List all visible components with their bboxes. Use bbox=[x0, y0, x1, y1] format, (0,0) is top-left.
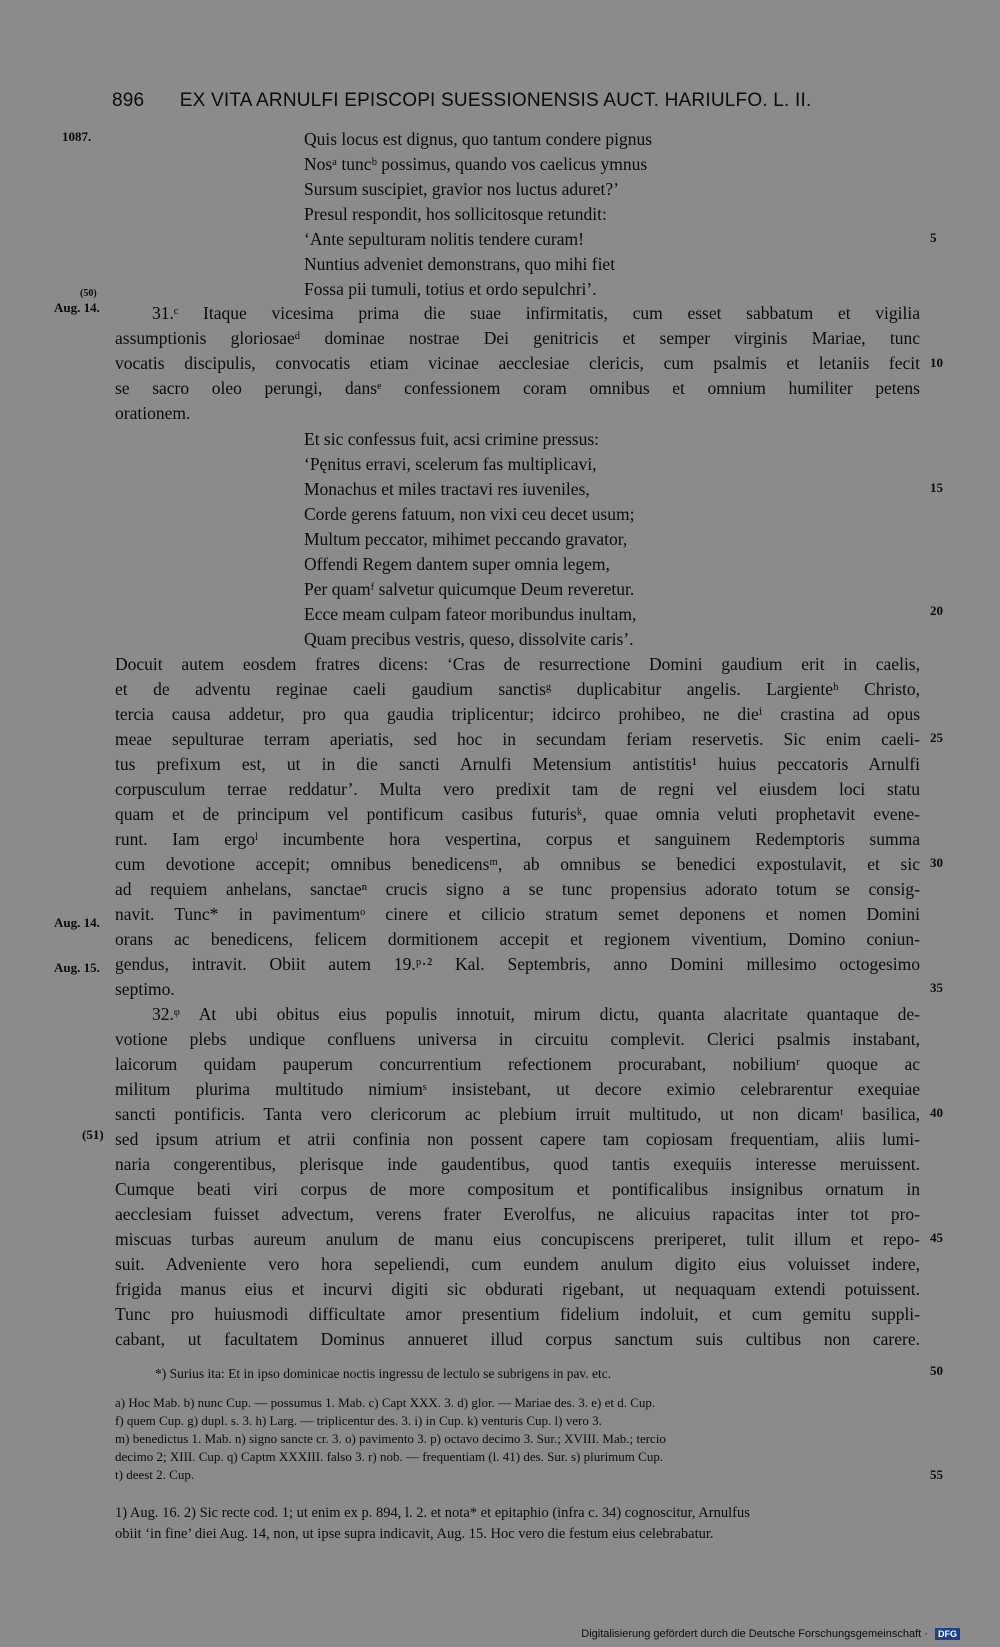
verse-line: Ecce meam culpam fateor moribundus inultam, bbox=[304, 604, 637, 624]
verse-line: Multum peccator, mihimet peccando gravator, bbox=[304, 529, 628, 549]
margin-date-aug14-obit: Aug. 14. bbox=[54, 915, 100, 930]
dfg-logo: DFG bbox=[935, 1628, 960, 1640]
verse-line: Fossa pii tumuli, totius et ordo sepulchri’. bbox=[304, 279, 597, 299]
paragraph-line: miscuas turbas aureum anulum de manu eius concupiscens preriperet, tulit illum et repo- bbox=[115, 1229, 920, 1249]
verse-line: Quam precibus vestris, queso, dissolvite caris’. bbox=[304, 629, 634, 649]
paragraph-line: votione plebs undique confluens universa in circuitu complevit. Clerici psalmis instabant, bbox=[115, 1029, 920, 1049]
paragraph-line: septimo. bbox=[115, 979, 175, 999]
paragraph-line: sed ipsum atrium et atrii confinia non possent capere tam copiosam frequentiam, aliis lumi- bbox=[115, 1129, 920, 1149]
paragraph-line: orans ac benedicens, felicem dormitionem accepit et regionem viventium, Domino coniun- bbox=[115, 929, 920, 949]
verse-line: Sursum suscipiet, gravior nos luctus aduret?’ bbox=[304, 179, 619, 199]
paragraph-line: militum plurima multitudo nimiumˢ insistebant, ut decore eximio celebrarentur exequiae bbox=[115, 1079, 920, 1099]
paragraph-line: sancti pontificis. Tanta vero clericorum ac plebium irruit multitudo, ut non dicamᵗ basilica, bbox=[115, 1104, 920, 1124]
paragraph-line: tus prefixum est, ut in die sancti Arnulfi Metensium antistitis¹ huius peccatoris Arnulfi bbox=[115, 754, 920, 774]
verse-line: Corde gerens fatuum, non vixi ceu decet usum; bbox=[304, 504, 635, 524]
paragraph-line: Tunc pro huiusmodi difficultate amor presentium fidelium indoluit, et cum gemitu suppli- bbox=[115, 1304, 920, 1324]
apparatus-line: m) benedictus 1. Mab. n) signo sancte cr. 3. o) pavimento 3. p) octavo decimo 3. Sur.; XVIII. Mab.; tercio bbox=[115, 1431, 666, 1446]
paragraph-line: quam et de principum vel pontificum casibus futurisᵏ, quae omnia veluti prophetavit evene- bbox=[115, 804, 920, 824]
paragraph-line: runt. Iam ergoˡ incumbente hora vespertina, corpus et sanguinem Redemptoris summa bbox=[115, 829, 920, 849]
line-number: 20 bbox=[930, 603, 943, 618]
paragraph-line: cabant, ut facultatem Dominus annueret illud corpus sanctum suis cultibus non carere. bbox=[115, 1329, 920, 1349]
line-number: 45 bbox=[930, 1230, 943, 1245]
verse-line: Nuntius adveniet demonstrans, quo mihi fiet bbox=[304, 254, 616, 274]
verse-line: Presul respondit, hos sollicitosque retundit: bbox=[304, 204, 607, 224]
line-number: 35 bbox=[930, 980, 943, 995]
paragraph-line: laicorum quidam pauperum concurrentium refectionem procurabant, nobiliumʳ quoque ac bbox=[115, 1054, 920, 1074]
paragraph-line: navit. Tunc* in pavimentumᵒ cinere et cilicio stratum semet deponens et nomen Domini bbox=[115, 904, 920, 924]
paragraph-line: orationem. bbox=[115, 403, 191, 423]
credit-text: Digitalisierung gefördert durch die Deutsche Forschungsgemeinschaft · bbox=[581, 1628, 928, 1640]
paragraph-line: corpusculum terrae reddatur’. Multa vero predixit tam de regni vel eiusdem loci statu bbox=[115, 779, 920, 799]
historical-note-line: 1) Aug. 16. 2) Sic recte cod. 1; ut enim ex p. 894, l. 2. et nota* et epitaphio (infra c. 34) cognoscitur, Arnulfus bbox=[115, 1505, 750, 1521]
apparatus-line: a) Hoc Mab. b) nunc Cup. — possumus 1. Mab. c) Capt XXX. 3. d) glor. — Mariae des. 3. e) et d. Cup. bbox=[115, 1395, 656, 1410]
paragraph-line: Docuit autem eosdem fratres dicens: ‘Cras de resurrectione Domini gaudium erit in caelis, bbox=[115, 654, 920, 674]
line-number: 30 bbox=[930, 855, 943, 870]
line-number: 25 bbox=[930, 730, 943, 745]
verse-line: ‘Ante sepulturam nolitis tendere curam! bbox=[304, 229, 584, 249]
paragraph-line: Cumque beati viri corpus de more compositum et pontificalibus insignibus ornatum in bbox=[115, 1179, 920, 1199]
margin-year: 1087. bbox=[62, 129, 92, 144]
running-header bbox=[112, 90, 811, 112]
paragraph-line: ad requiem anhelans, sanctaeⁿ crucis signo a se tunc propensius adorato totum se consig- bbox=[115, 879, 920, 899]
line-number: 15 bbox=[930, 480, 943, 495]
verse-line: Et sic confessus fuit, acsi crimine pressus: bbox=[304, 429, 600, 449]
verse-line: ‘Pęnitus erravi, scelerum fas multiplicavi, bbox=[304, 454, 597, 474]
paragraph-line: vocatis discipulis, convocatis etiam vicinae aecclesiae clericis, cum psalmis et letaniis fecit bbox=[115, 353, 920, 373]
paragraph-line: assumptionis gloriosaeᵈ dominae nostrae Dei genitricis et semper virginis Mariae, tunc bbox=[115, 328, 920, 348]
paragraph-line: gendus, intravit. Obiit autem 19.ᵖ·² Kal. Septembris, anno Domini millesimo octogesimo bbox=[115, 954, 920, 974]
verse-line: Per quamᶠ salvetur quicumque Deum reveretur. bbox=[304, 579, 635, 599]
historical-note-line: obiit ‘in fine’ diei Aug. 14, non, ut ipse supra indicavit, Aug. 15. Hoc vero die festum eius celebrabatur. bbox=[115, 1526, 714, 1542]
margin-date-aug15: Aug. 15. bbox=[54, 960, 100, 975]
margin-ref-51: (51) bbox=[82, 1127, 104, 1142]
paragraph-line: se sacro oleo perungi, dansᵉ confessionem coram omnibus et omnium humiliter petens bbox=[115, 378, 920, 398]
verse-line: Offendi Regem dantem super omnia legem, bbox=[304, 554, 610, 574]
paragraph-line: naria congerentibus, plerisque inde gaudentibus, quod tantis exequiis interesse meruissent. bbox=[115, 1154, 920, 1174]
funding-credit bbox=[581, 1628, 960, 1640]
apparatus-line: decimo 2; XIII. Cup. q) Captm XXXIII. falso 3. r) nob. — frequentiam (l. 41) des. Sur. s) plurimum Cup. bbox=[115, 1449, 664, 1464]
apparatus-line: t) deest 2. Cup. bbox=[115, 1467, 195, 1482]
line-number: 40 bbox=[930, 1105, 943, 1120]
line-number: 5 bbox=[930, 230, 937, 245]
paragraph-line: meae sepulturae terram aperiatis, sed hoc in secundam feriam reservetis. Sic enim caeli- bbox=[115, 729, 920, 749]
paragraph-line: 32.ᵠ At ubi obitus eius populis innotuit, mirum dictu, quanta alacritate quantaque de- bbox=[152, 1004, 920, 1024]
paragraph-line: et de adventu reginae caeli gaudium sanctisᵍ duplicabitur angelis. Largienteʰ Christo, bbox=[115, 679, 920, 699]
verse-line: Monachus et miles tractavi res iuveniles, bbox=[304, 479, 590, 499]
verse-line: Quis locus est dignus, quo tantum condere pignus bbox=[304, 129, 653, 149]
paragraph-line: 31.ᶜ Itaque vicesima prima die suae infirmitatis, cum esset sabbatum et vigilia bbox=[152, 303, 920, 323]
apparatus-line: f) quem Cup. g) dupl. s. 3. h) Larg. — triplicentur des. 3. i) in Cup. k) venturis Cup. l) vero 3. bbox=[115, 1413, 602, 1428]
page-number: 896 bbox=[112, 90, 145, 111]
paragraph-line: cum devotione accepit; omnibus benedicensᵐ, ab omnibus se benedici expostulavit, et sic bbox=[115, 854, 920, 874]
paragraph-line: suit. Adveniente vero hora sepeliendi, cum eundem anulum digito eius voluisset indere, bbox=[115, 1254, 920, 1274]
line-number: 55 bbox=[930, 1467, 943, 1482]
paragraph-line: aecclesiam fuisset advectum, verens frater Everolfus, ne alicuius rapacitas inter tot pro- bbox=[115, 1204, 920, 1224]
line-number: 50 bbox=[930, 1363, 943, 1378]
paragraph-line: tercia causa addetur, pro qua gaudia triplicentur; idcirco prohibeo, ne dieⁱ crastina ad opus bbox=[115, 704, 920, 724]
star-footnote: *) Surius ita: Et in ipso dominicae noctis ingressu de lectulo se subrigens in pav. etc. bbox=[155, 1366, 612, 1381]
running-title: EX VITA ARNULFI EPISCOPI SUESSIONENSIS AUCT. HARIULFO. L. II. bbox=[179, 90, 812, 111]
margin-date-aug14: Aug. 14. bbox=[54, 300, 100, 315]
paragraph-line: frigida manus eius et incurvi digiti sic obdurati rigebant, ut nequaquam extendi potuissent. bbox=[115, 1279, 920, 1299]
margin-ref-50: (50) bbox=[80, 288, 97, 299]
line-number: 10 bbox=[930, 355, 943, 370]
verse-line: Nosᵃ tuncᵇ possimus, quando vos caelicus ymnus bbox=[304, 154, 648, 174]
